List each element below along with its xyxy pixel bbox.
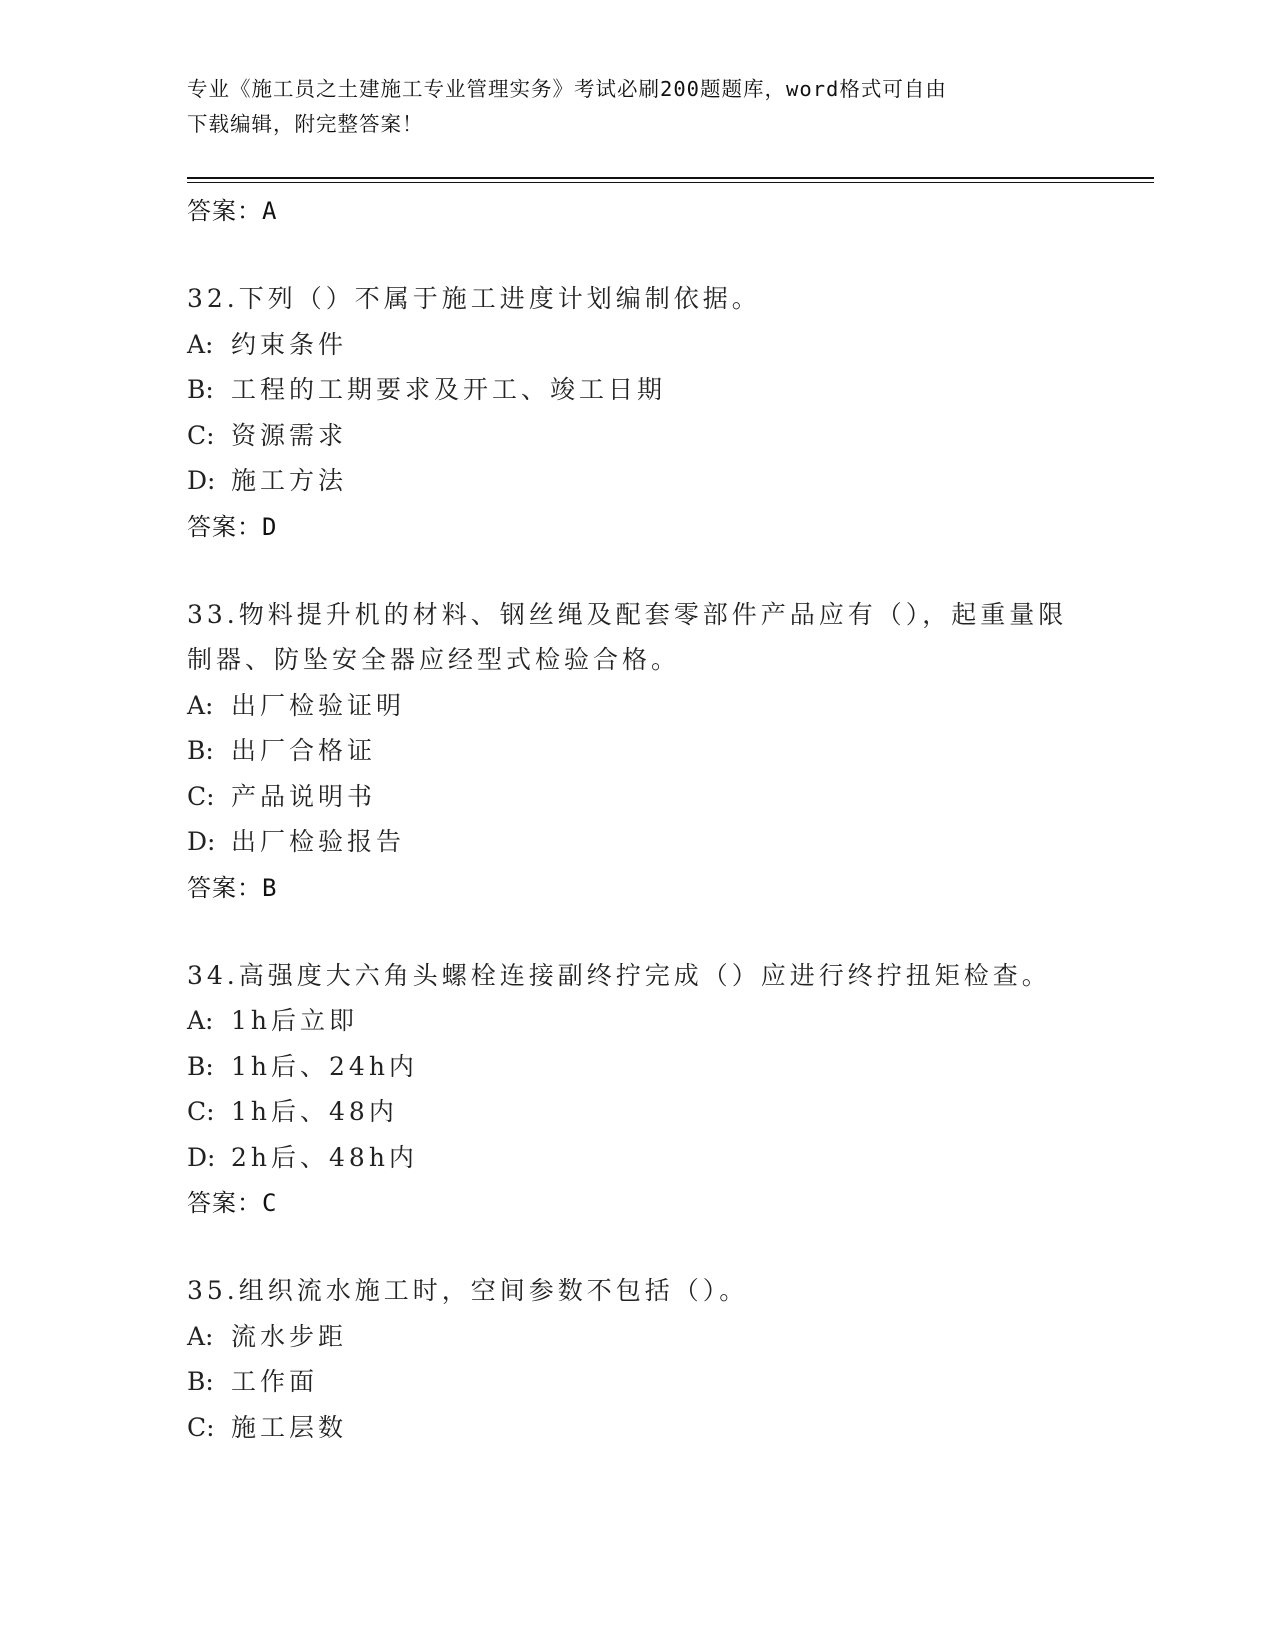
option-a [187, 683, 1087, 729]
option-b [187, 1044, 1087, 1090]
option-text: 产品说明书 [231, 781, 377, 811]
option-c [187, 774, 1087, 820]
option-text: 约束条件 [231, 329, 348, 359]
header-line-2: 下载编辑，附完整答案！ [187, 112, 424, 136]
option-text: 工程的工期要求及开工、竣工日期 [231, 375, 667, 404]
option-letter: B: [187, 1367, 214, 1396]
question-35 [187, 1268, 1087, 1450]
option-text: 出厂检验报告 [231, 827, 406, 856]
option-c [187, 1405, 1087, 1451]
question-stem: 32.下列（）不属于施工进度计划编制依据。 [187, 284, 761, 313]
option-letter: C: [187, 420, 215, 450]
question-33 [187, 592, 1087, 911]
option-d [187, 458, 1087, 504]
question-list [187, 188, 1087, 1450]
option-text: 资源需求 [231, 420, 348, 450]
option-letter: A: [187, 690, 214, 720]
option-text: 出厂合格证 [231, 736, 377, 765]
option-letter: A: [187, 1006, 214, 1035]
previous-answer: 答案：A [187, 197, 278, 225]
option-a [187, 998, 1087, 1044]
option-text: 出厂检验证明 [231, 690, 406, 720]
option-letter: D: [187, 466, 216, 495]
option-text: 工作面 [231, 1367, 319, 1396]
header-divider-thick [187, 177, 1154, 179]
option-letter: C: [187, 1412, 215, 1442]
question-34 [187, 953, 1087, 1227]
option-letter: B: [187, 736, 214, 765]
question-32 [187, 276, 1087, 550]
option-text: 流水步距 [231, 1321, 348, 1351]
option-letter: B: [187, 375, 214, 404]
option-letter: A: [187, 1321, 214, 1351]
question-stem: 34.高强度大六角头螺栓连接副终拧完成（）应进行终拧扭矩检查。 [187, 960, 1051, 990]
document-header [187, 72, 1067, 142]
option-b [187, 367, 1087, 413]
option-letter: A: [187, 329, 214, 359]
question-stem: 35.组织流水施工时，空间参数不包括（）。 [187, 1276, 749, 1305]
option-b [187, 1359, 1087, 1405]
option-d [187, 819, 1087, 865]
option-text: 施工层数 [231, 1412, 348, 1442]
option-c [187, 413, 1087, 459]
option-text: 2h后、48h内 [231, 1142, 418, 1172]
option-text: 1h后、24h内 [231, 1051, 418, 1081]
option-letter: C: [187, 781, 215, 811]
option-letter: D: [187, 1142, 216, 1172]
option-c [187, 1089, 1087, 1135]
option-text: 1h后立即 [231, 1006, 359, 1035]
option-letter: C: [187, 1097, 215, 1126]
answer-line: 答案：B [187, 873, 278, 902]
option-text: 1h后、48内 [231, 1097, 398, 1126]
option-a [187, 1314, 1087, 1360]
option-a [187, 322, 1087, 368]
option-text: 施工方法 [231, 466, 348, 495]
header-divider-thin [187, 182, 1154, 183]
option-letter: B: [187, 1051, 214, 1081]
header-line-1: 专业《施工员之土建施工专业管理实务》考试必刷200题题库，word格式可自由 [187, 77, 947, 101]
option-letter: D: [187, 827, 216, 856]
option-b [187, 728, 1087, 774]
answer-line: 答案：C [187, 1189, 278, 1217]
question-stem: 33.物料提升机的材料、钢丝绳及配套零部件产品应有（），起重量限制器、防坠安全器应经型式检验合格。 [187, 599, 1068, 674]
answer-line: 答案：D [187, 512, 278, 541]
option-d [187, 1135, 1087, 1181]
